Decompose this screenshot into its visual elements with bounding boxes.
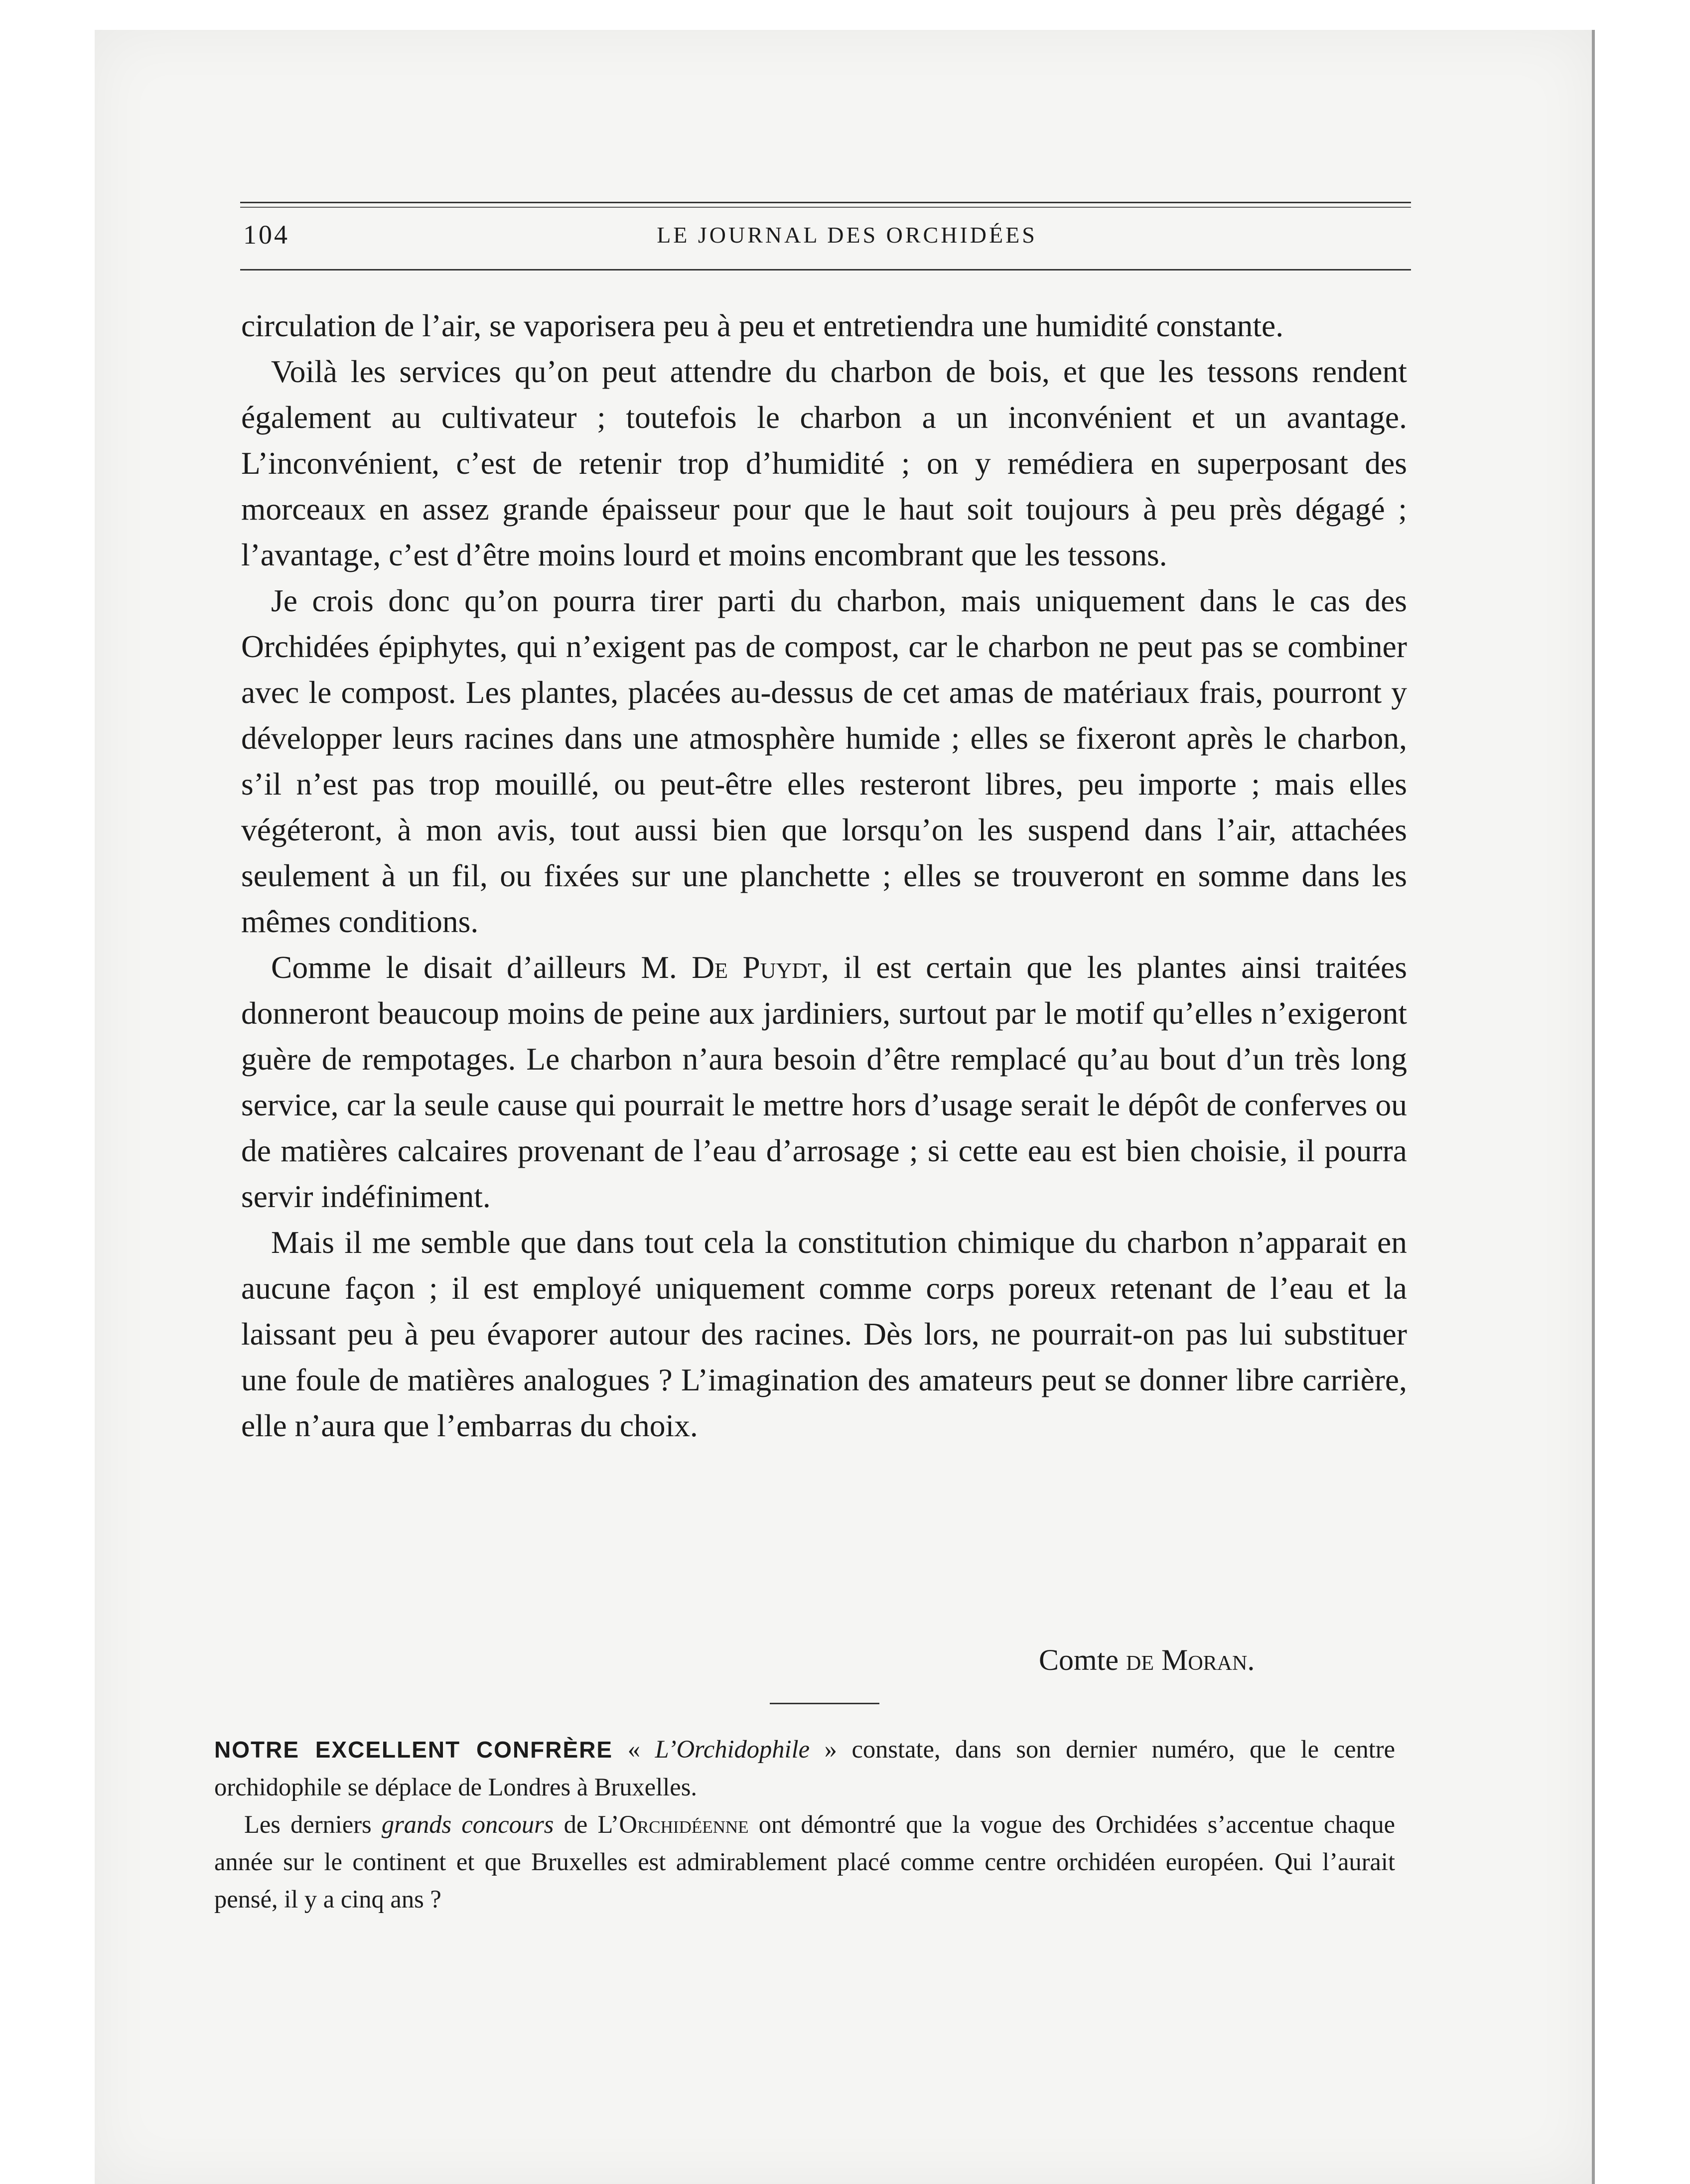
header-rule-top-thin xyxy=(240,207,1411,208)
paragraph-2: Voilà les services qu’on peut attendre du charbon de bois, et que les tessons rendent également au cultivateur ; toutefois le charbon a un inconvénient et un avantage. L’inconvénient, c’est de retenir trop d’humidité ; on y remédiera en superposant des morceaux en assez grande épaisseur pour que le haut soit toujours à peu près dégagé ; l’avantage, c’est d’être moins lourd et moins encombrant que les tessons. xyxy=(241,354,1407,572)
paragraph-5: Mais il me semble que dans tout cela la constitution chimique du charbon n’apparait en aucune façon ; il est employé uniquement comme corps poreux retenant de l’eau et la laissant peu à peu évaporer autour des racines. Dès lors, ne pourrait-on pas lui substituer une foule de matières analogues ? L’imagination des amateurs peut se donner libre carrière, elle n’aura que l’embarras du choix. xyxy=(241,1225,1407,1443)
notice-text-2b: de xyxy=(563,1810,588,1838)
signature xyxy=(1039,1637,1255,1683)
signature-name: de Moran. xyxy=(1126,1643,1255,1676)
paragraph-4-start: Comme le disait d’ailleurs M. xyxy=(271,950,677,985)
signature-title: Comte xyxy=(1039,1643,1119,1676)
notice-paragraph-2 xyxy=(214,1806,1395,1918)
paragraph-3: Je crois donc qu’on pourra tirer parti du charbon, mais uniquement dans le cas des Orchidées épiphytes, qui n’exigent pas de compost, car le charbon ne peut pas se combiner avec le compost. Les plantes, placées au-dessus de cet amas de matériaux frais, pourront y développer leurs racines dans une atmosphère humide ; elles se fixeront après le charbon, s’il n’est pas trop mouillé, ou peut-être elles resteront libres, peu importe ; mais elles végéteront, à mon avis, tout aussi bien que lorsqu’on les suspend dans l’air, attachées seulement à un fil, ou fixées sur une planchette ; elles se trouveront en somme dans les mêmes conditions. xyxy=(241,583,1407,939)
author-reference: De Puydt xyxy=(692,950,822,985)
notice-paragraph-1 xyxy=(214,1731,1395,1806)
page-edge xyxy=(1592,30,1595,2184)
page-number: 104 xyxy=(243,220,289,250)
article-body xyxy=(241,303,1407,1449)
paragraph-1: circulation de l’air, se vaporisera peu à peu et entretiendra une humidité constante. xyxy=(241,308,1284,343)
close-quote: » xyxy=(824,1735,837,1763)
notice-text-2a: Les derniers xyxy=(244,1810,372,1838)
header-rule-bottom xyxy=(240,269,1411,271)
notice-lead: NOTRE EXCELLENT CONFRÈRE xyxy=(214,1737,613,1763)
organization-name: L’Orchidéenne xyxy=(597,1810,749,1838)
section-divider xyxy=(770,1703,879,1704)
open-quote: « xyxy=(627,1735,640,1763)
notice-block xyxy=(214,1731,1395,1918)
contest-name: grands concours xyxy=(381,1810,554,1838)
paragraph-4-rest: , il est certain que les plantes ainsi traitées donneront beaucoup moins de peine aux jardiniers, surtout par le motif qu’elles n’exigeront guère de rempotages. Le charbon n’aura besoin d’être remplacé qu’au bout d’un très long service, car la seule cause qui pourrait le mettre hors d’usage serait le dépôt de conferves ou de matières calcaires provenant de l’eau d’arrosage ; si cette eau est bien choisie, il pourra servir indéfiniment. xyxy=(241,950,1407,1214)
notice-text-2c: ont démontré que la vogue des Orchidées s’accentue chaque année sur le continent et que Bruxelles est admirablement placé comme centre orchidéen européen. Qui l’aurait pensé, il y a cinq ans ? xyxy=(214,1810,1396,1913)
notice-text-1: constate, dans son dernier numéro, que le centre orchidophile se déplace de Londres à Bruxelles. xyxy=(214,1735,1396,1801)
header-rule-top xyxy=(240,202,1411,203)
running-head: LE JOURNAL DES ORCHIDÉES xyxy=(657,222,1037,248)
paragraph-4 xyxy=(241,945,1407,1220)
journal-name: L’Orchidophile xyxy=(655,1735,810,1763)
